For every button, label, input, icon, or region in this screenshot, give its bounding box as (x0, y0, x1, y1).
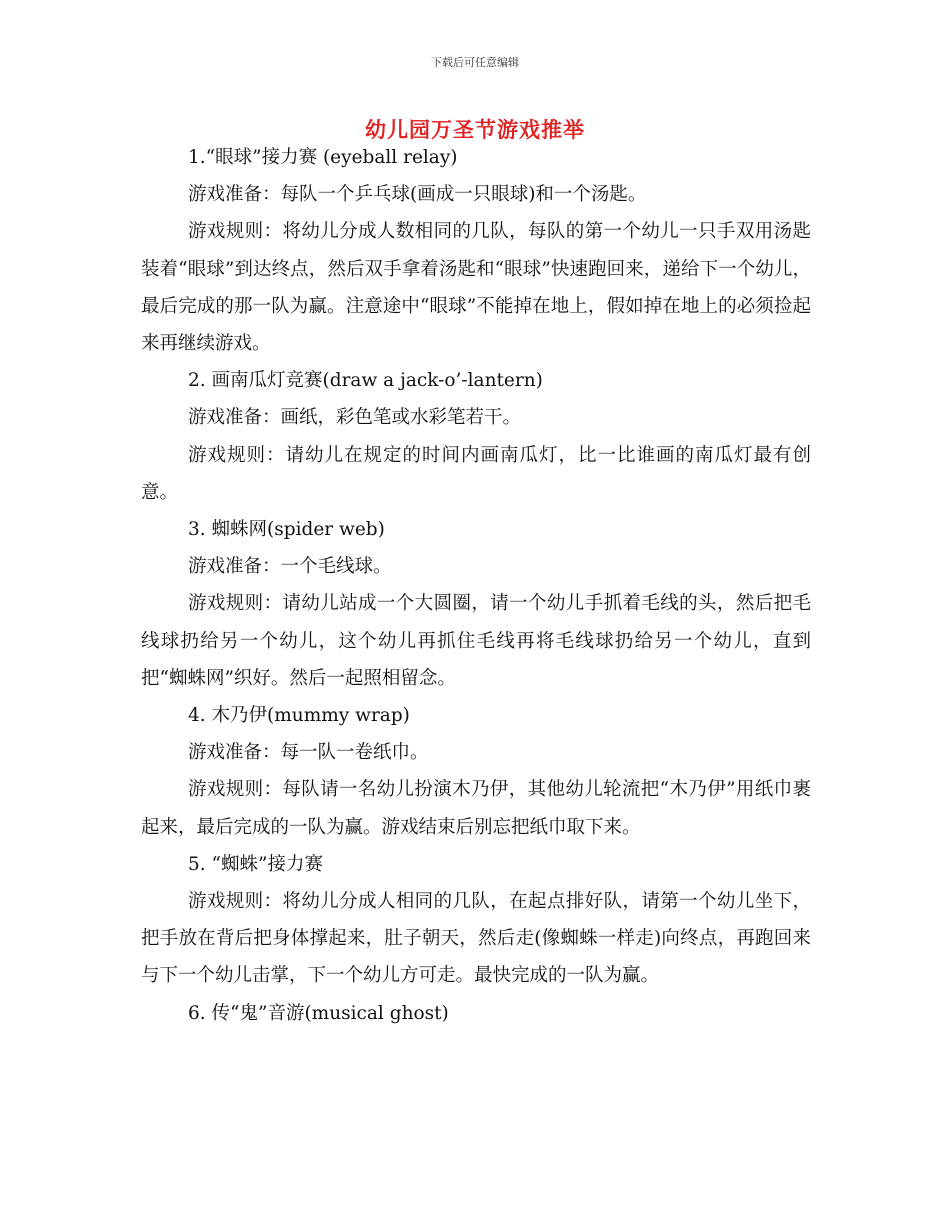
game-4-rules: 游戏规则：每队请一名幼儿扮演木乃伊，其他幼儿轮流把“木乃伊”用纸巾裹起来，最后完成的一队为赢。游戏结束后别忘把纸巾取下来。 (141, 779, 811, 838)
game-1-preparation: 游戏准备：每队一个乒乓球(画成一只眼球)和一个汤匙。 (188, 184, 647, 206)
game-4-preparation: 游戏准备：每一队一卷纸巾。 (188, 742, 429, 764)
game-6-heading: 6. 传“鬼”音游(musical ghost) (188, 1002, 449, 1024)
page-header-note: 下载后可任意编辑 (431, 56, 519, 69)
game-3-heading: 3. 蜘蛛网(spider web) (188, 519, 385, 541)
game-2-rules: 游戏规则：请幼儿在规定的时间内画南瓜灯，比一比谁画的南瓜灯最有创意。 (141, 444, 811, 503)
game-5-rules: 游戏规则：将幼儿分成人相同的几队，在起点排好队，请第一个幼儿坐下，把手放在背后把身体撑起来，肚子朝天，然后走(像蜘蛛一样走)向终点，再跑回来与下一个幼儿击掌，下一个幼儿方可走。最快完成的一队为赢。 (141, 891, 811, 987)
game-2-preparation: 游戏准备：画纸，彩色笔或水彩笔若干。 (188, 407, 522, 429)
game-1-heading: 1.“眼球”接力赛 (eyeball relay) (188, 147, 458, 168)
game-1-rules: 游戏规则：将幼儿分成人数相同的几队，每队的第一个幼儿一只手双用汤匙装着“眼球”到达终点，然后双手拿着汤匙和“眼球”快速跑回来，递给下一个幼儿，最后完成的那一队为赢。注意途中“眼球”不能掉在地上，假如掉在地上的必须捡起来再继续游戏。 (141, 221, 811, 355)
document-title: 幼儿园万圣节游戏推举 (365, 118, 585, 142)
document-body (141, 139, 811, 1032)
game-2-heading: 2. 画南瓜灯竞赛(draw a jack-o’-lantern) (188, 370, 543, 392)
game-3-rules: 游戏规则：请幼儿站成一个大圆圈，请一个幼儿手抓着毛线的头，然后把毛线球扔给另一个幼儿，这个幼儿再抓住毛线再将毛线球扔给另一个幼儿，直到把“蜘蛛网”织好。然后一起照相留念。 (141, 593, 811, 689)
game-5-heading: 5. “蜘蛛”接力赛 (188, 853, 323, 875)
game-3-preparation: 游戏准备：一个毛线球。 (188, 556, 392, 578)
game-4-heading: 4. 木乃伊(mummy wrap) (188, 705, 410, 727)
